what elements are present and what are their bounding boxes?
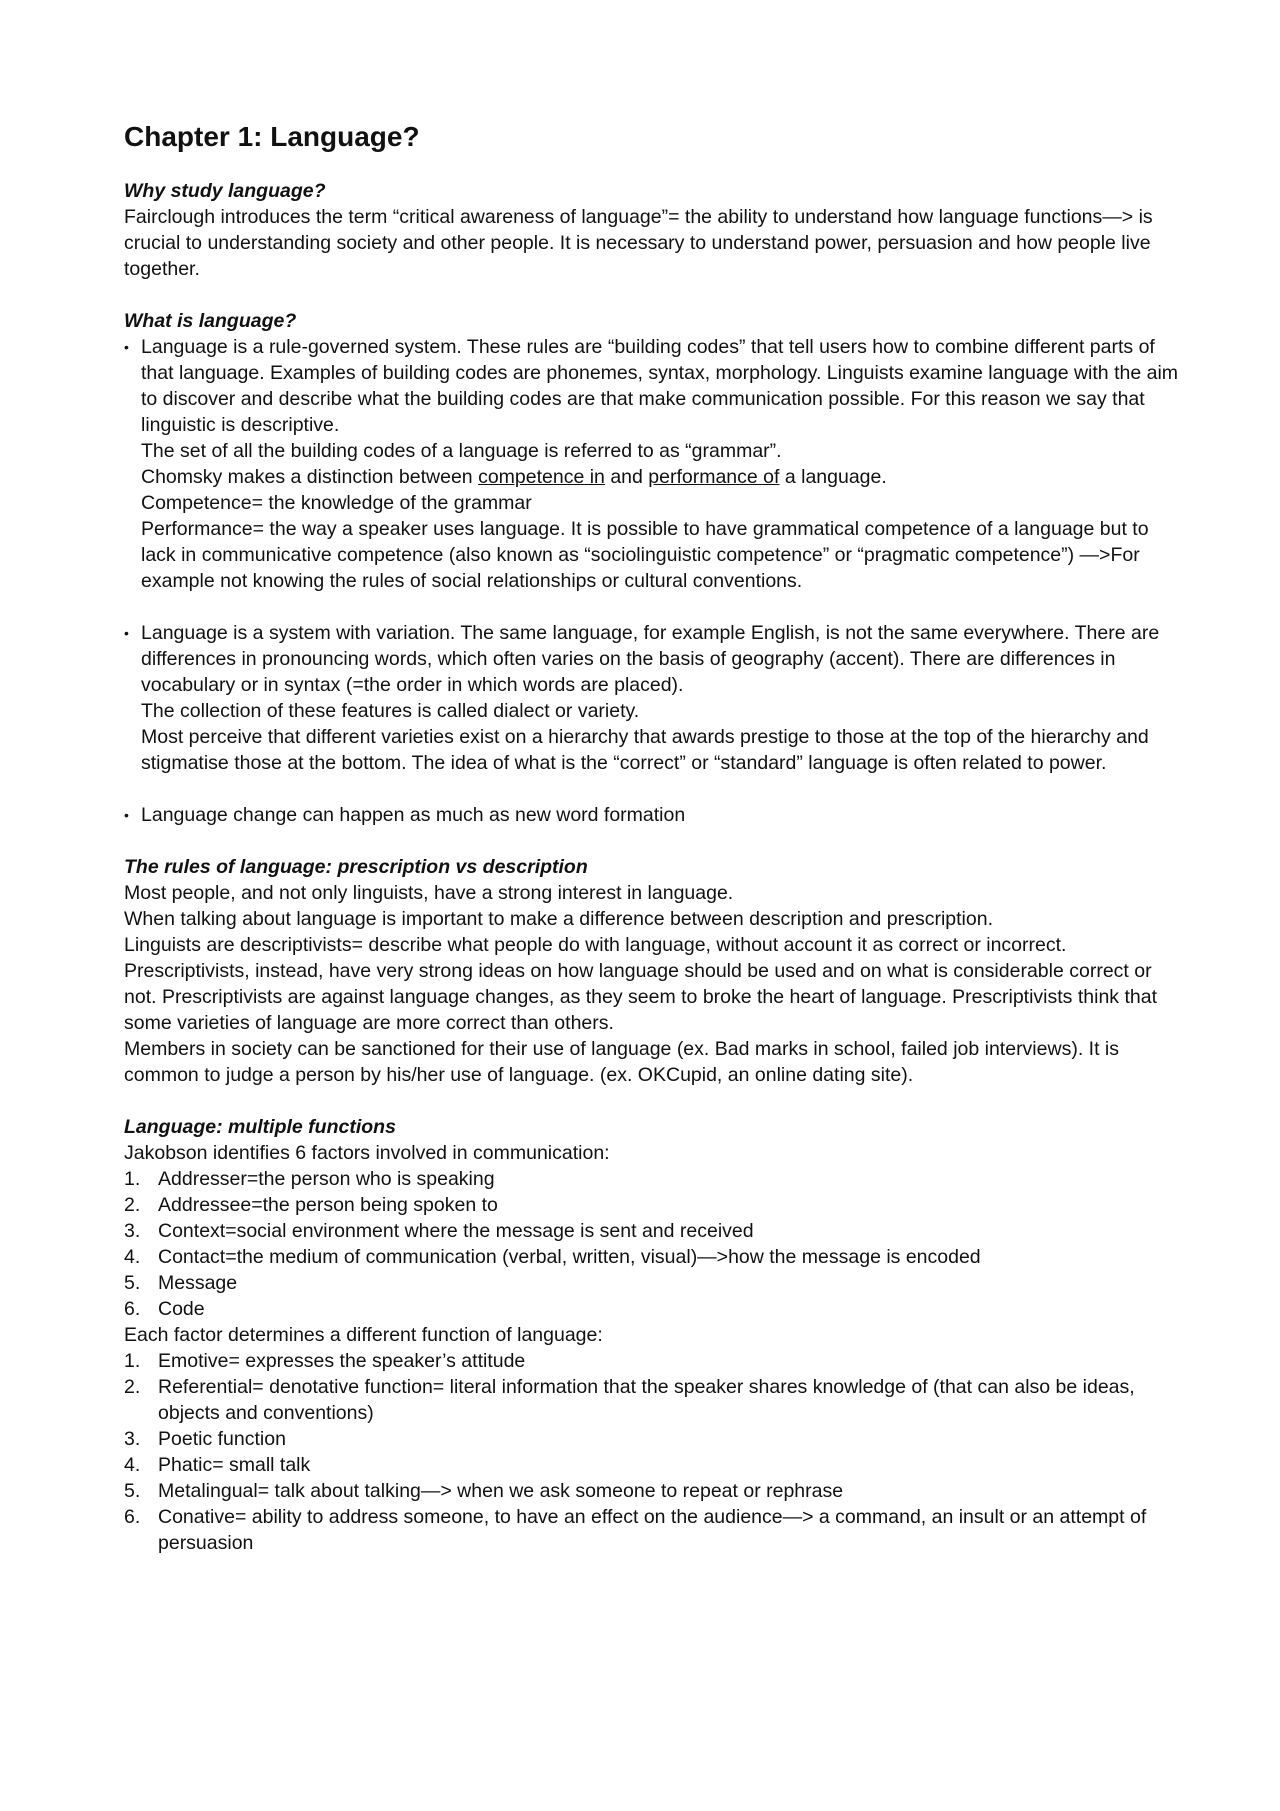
list-item (124, 1426, 1180, 1452)
bullet-text-chomsky (141, 464, 1180, 490)
list-item (124, 1452, 1180, 1478)
chapter-title: Chapter 1: Language? (124, 121, 420, 152)
list-item (124, 1504, 1180, 1556)
paragraph: When talking about language is important to make a difference between description and prescription. (124, 908, 993, 930)
list-item (124, 1218, 1180, 1244)
list-item (124, 1296, 1180, 1322)
list-item (124, 1192, 1180, 1218)
list-number: 2. (124, 1376, 141, 1398)
bullet-list (124, 334, 1180, 828)
list-number: 3. (124, 1428, 141, 1450)
list-item-text: Phatic= small talk (158, 1454, 311, 1476)
list-item-text: Context=social environment where the message is sent and received (158, 1220, 754, 1242)
list-number: 2. (124, 1194, 141, 1216)
section-why-study (124, 178, 1180, 282)
list-item-text: Addressee=the person being spoken to (158, 1194, 498, 1216)
paragraph: Most people, and not only linguists, have a strong interest in language. (124, 882, 734, 904)
list-number: 4. (124, 1454, 141, 1476)
bullet-text: • Language is a system with variation. The same language, for example English, is not the same everywhere. There are differences in pronouncing words, which often varies on the basis of geography (accent). There are differences in vocabulary or in syntax (=the order in which words are placed). (141, 622, 1160, 696)
bullet-text: The set of all the building codes of a language is referred to as “grammar”. (141, 440, 782, 462)
paragraph: Jakobson identifies 6 factors involved in communication: (124, 1142, 610, 1164)
bullet-text: The collection of these features is called dialect or variety. (141, 700, 640, 722)
underlined-term-performance: performance of (648, 466, 780, 488)
list-number: 6. (124, 1298, 141, 1320)
list-item (124, 1166, 1180, 1192)
bullet-text: • Language is a rule-governed system. These rules are “building codes” that tell users how to combine different parts of that language. Examples of building codes are phonemes, syntax, morphology. Linguists examine language with the aim to discover and describe what the building codes are that make communication possible. For this reason we say that linguistic is descriptive. (141, 336, 1179, 436)
list-item (124, 1374, 1180, 1426)
bullet-text: Competence= the knowledge of the grammar (141, 492, 532, 514)
list-number: 5. (124, 1272, 141, 1294)
list-number: 5. (124, 1480, 141, 1502)
list-item-text: Metalingual= talk about talking—> when we ask someone to repeat or rephrase (158, 1480, 844, 1502)
underlined-term-competence: competence in (478, 466, 605, 488)
paragraph: Linguists are descriptivists= describe what people do with language, without account it as correct or incorrect. (124, 934, 1067, 956)
text-fragment: a language. (779, 466, 887, 488)
bullet-language-change (124, 802, 1180, 828)
section-rules-of-language (124, 854, 1180, 1088)
list-number: 1. (124, 1350, 141, 1372)
list-item (124, 1244, 1180, 1270)
list-item-text: Addresser=the person who is speaking (158, 1168, 495, 1190)
text-fragment: and (604, 466, 649, 488)
text-fragment: Chomsky makes a distinction between (141, 466, 479, 488)
document-page (124, 120, 1180, 1582)
bullet-text: Most perceive that different varieties exist on a hierarchy that awards prestige to those at the top of the hierarchy and stigmatise those at the bottom. The idea of what is the “correct” or “standard” language is often related to power. (141, 726, 1149, 774)
list-item-text: Contact=the medium of communication (verbal, written, visual)—>how the message is encoded (158, 1246, 981, 1268)
section-heading-functions: Language: multiple functions (124, 1116, 396, 1138)
bullet-text: • Language change can happen as much as new word formation (141, 804, 686, 826)
list-item-text: Emotive= expresses the speaker’s attitude (158, 1350, 526, 1372)
bullet-text: Performance= the way a speaker uses language. It is possible to have grammatical competence of a language but to lack in communicative competence (also known as “sociolinguistic competence” or “pragmatic competence”) —>For example not knowing the rules of social relationships or cultural conventions. (141, 518, 1149, 592)
list-item-text: Poetic function (158, 1428, 286, 1450)
section-heading-rules: The rules of language: prescription vs description (124, 856, 588, 878)
paragraph-why-study: Fairclough introduces the term “critical awareness of language”= the ability to understand how language functions—> is crucial to understanding society and other people. It is necessary to understand power, persuasion and how people live together. (124, 206, 1153, 280)
section-multiple-functions (124, 1114, 1180, 1556)
functions-list (124, 1348, 1180, 1556)
list-item-text: Conative= ability to address someone, to have an effect on the audience—> a command, an insult or an attempt of persuasion (158, 1506, 1147, 1554)
list-item (124, 1348, 1180, 1374)
list-number: 6. (124, 1506, 141, 1528)
list-item (124, 1270, 1180, 1296)
paragraph: Prescriptivists, instead, have very strong ideas on how language should be used and on what is considerable correct or not. Prescriptivists are against language changes, as they seem to broke the heart of language. Prescriptivists think that some varieties of language are more correct than others. (124, 960, 1157, 1034)
list-item-text: Message (158, 1272, 238, 1294)
bullet-rule-governed (124, 334, 1180, 594)
section-heading-why-study: Why study language? (124, 180, 326, 202)
paragraph: Each factor determines a different function of language: (124, 1324, 603, 1346)
list-item (124, 1478, 1180, 1504)
factors-list (124, 1166, 1180, 1322)
list-item-text: Referential= denotative function= literal information that the speaker shares knowledge of (that can also be ideas, objects and conventions) (158, 1376, 1135, 1424)
paragraph: Members in society can be sanctioned for their use of language (ex. Bad marks in school, failed job interviews). It is common to judge a person by his/her use of language. (ex. OKCupid, an online dating site). (124, 1038, 1119, 1086)
list-item-text: Code (158, 1298, 205, 1320)
section-what-is-language (124, 308, 1180, 828)
list-number: 3. (124, 1220, 141, 1242)
list-number: 1. (124, 1168, 141, 1190)
section-heading-what-is-language: What is language? (124, 310, 297, 332)
bullet-variation (124, 620, 1180, 776)
list-number: 4. (124, 1246, 141, 1268)
